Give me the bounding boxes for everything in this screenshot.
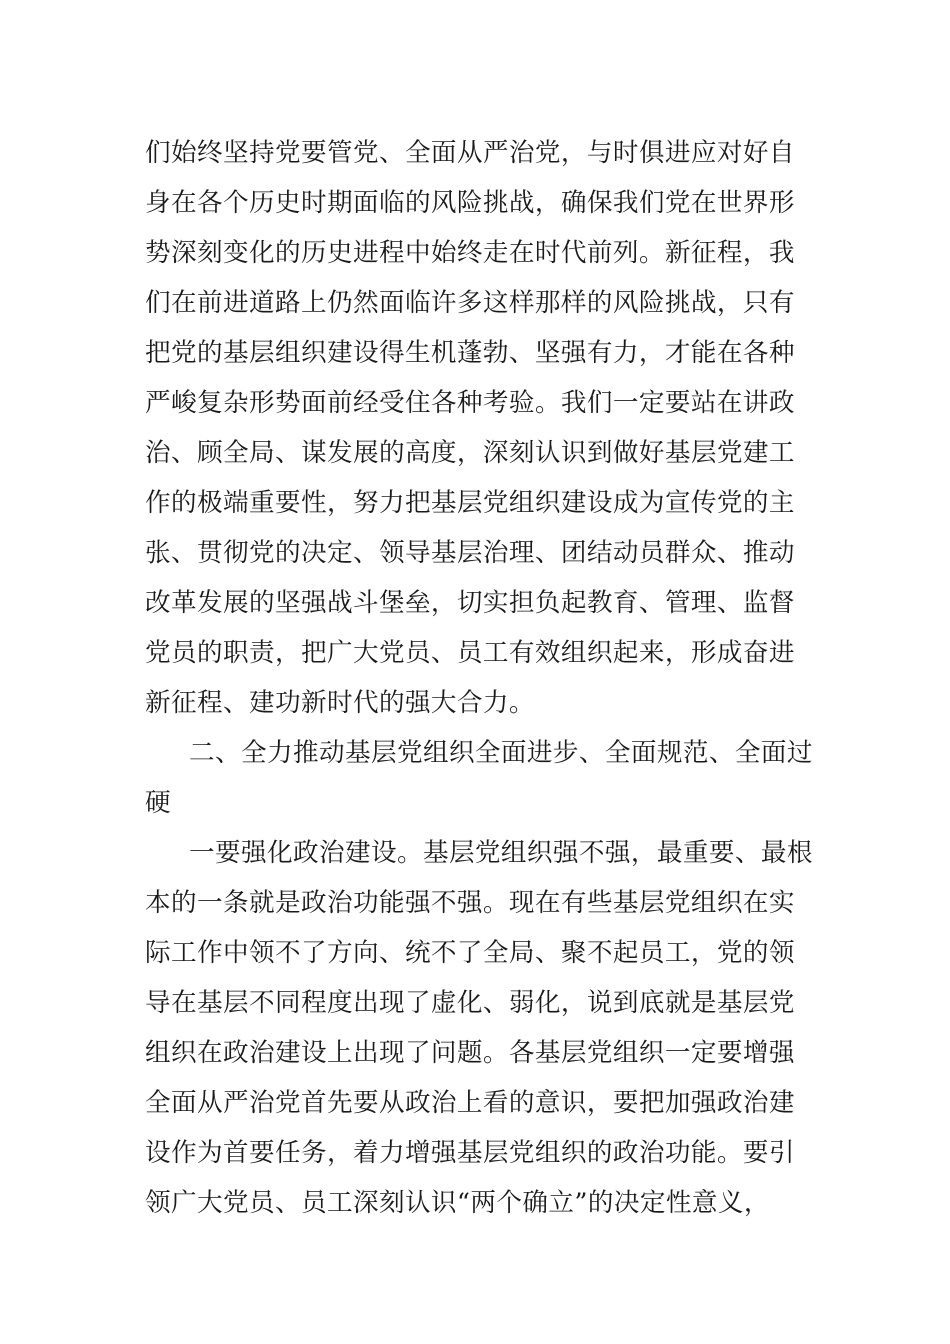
text-line: 本的一条就是政治功能强不强。现在有些基层党组织在实 [145,888,795,918]
text-line: 作的极端重要性，努力把基层党组织建设成为宣传党的主 [145,488,795,518]
text-line: 党员的职责，把广大党员、员工有效组织起来，形成奋进 [145,638,795,668]
text-line: 组织在政治建设上出现了问题。各基层党组织一定要增强 [145,1038,795,1068]
text-line: 治、顾全局、谋发展的高度，深刻认识到做好基层党建工 [145,438,795,468]
text-line: 一要强化政治建设。基层党组织强不强，最重要、最根 [189,838,813,868]
text-line: 严峻复杂形势面前经受住各种考验。我们一定要站在讲政 [145,388,795,418]
text-line: 把党的基层组织建设得生机蓬勃、坚强有力，才能在各种 [145,338,795,368]
text-line: 身在各个历史时期面临的风险挑战，确保我们党在世界形 [145,188,795,218]
text-line: 领广大党员、员工深刻认识“两个确立”的决定性意义， [145,1188,770,1218]
text-line: 改革发展的坚强战斗堡垒，切实担负起教育、管理、监督 [145,588,795,618]
text-line: 导在基层不同程度出现了虚化、弱化，说到底就是基层党 [145,988,795,1018]
text-line: 新征程、建功新时代的强大合力。 [145,688,535,718]
text-line: 们在前进道路上仍然面临许多这样那样的风险挑战，只有 [145,288,795,318]
section-heading-line: 硬 [145,788,171,818]
section-heading-line: 二、全力推动基层党组织全面进步、全面规范、全面过 [189,738,813,768]
body-text [145,128,813,1228]
text-line: 们始终坚持党要管党、全面从严治党，与时俱进应对好自 [145,138,795,168]
text-line: 设作为首要任务，着力增强基层党组织的政治功能。要引 [145,1138,795,1168]
text-line: 际工作中领不了方向、统不了全局、聚不起员工，党的领 [145,938,795,968]
text-line: 全面从严治党首先要从政治上看的意识，要把加强政治建 [145,1088,795,1118]
text-line: 势深刻变化的历史进程中始终走在时代前列。新征程，我 [145,238,795,268]
text-line: 张、贯彻党的决定、领导基层治理、团结动员群众、推动 [145,538,795,568]
